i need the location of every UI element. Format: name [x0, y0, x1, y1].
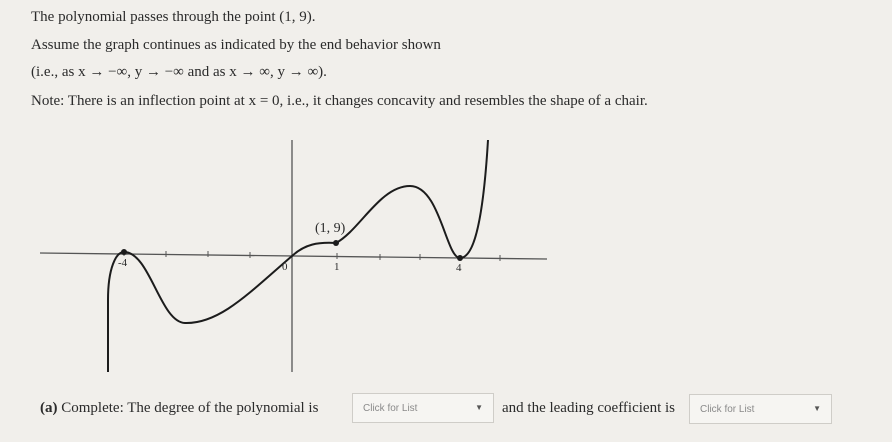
point-label: (1, 9) — [315, 221, 346, 236]
chevron-down-icon: ▼ — [475, 403, 483, 412]
intro-line-note: Note: There is an inflection point at x = 0, i.e., it changes concavity and resembles the shape of a chair. — [31, 93, 648, 109]
intro-line-assume: Assume the graph continues as indicated by the end behavior shown — [31, 37, 441, 53]
leading-coefficient-dropdown-value: Click for List — [700, 403, 755, 415]
tick-label-0: 0 — [282, 261, 288, 273]
question-text-degree: Complete: The degree of the polynomial is — [61, 400, 319, 416]
intro-line-point: The polynomial passes through the point (1, 9). — [31, 9, 316, 25]
leading-coefficient-dropdown[interactable] — [689, 394, 832, 424]
root-point-neg4 — [121, 249, 127, 255]
part-label: (a) — [40, 400, 58, 416]
chevron-down-icon: ▼ — [813, 404, 821, 413]
question-text-leading-coefficient: and the leading coefficient is — [502, 400, 675, 416]
root-point-4 — [457, 255, 463, 261]
degree-dropdown-value: Click for List — [363, 402, 418, 414]
tick-label-1: 1 — [334, 261, 340, 273]
tick-label-4: 4 — [456, 262, 462, 274]
x-axis-ticks — [124, 250, 500, 261]
tick-label-neg4: -4 — [118, 257, 128, 269]
point-1-9 — [333, 240, 339, 246]
question-part-a — [40, 400, 318, 417]
degree-dropdown[interactable] — [352, 393, 494, 423]
intro-line-end-behavior: (i.e., as x → −∞, y → −∞ and as x → ∞, y → ∞). — [31, 64, 327, 80]
